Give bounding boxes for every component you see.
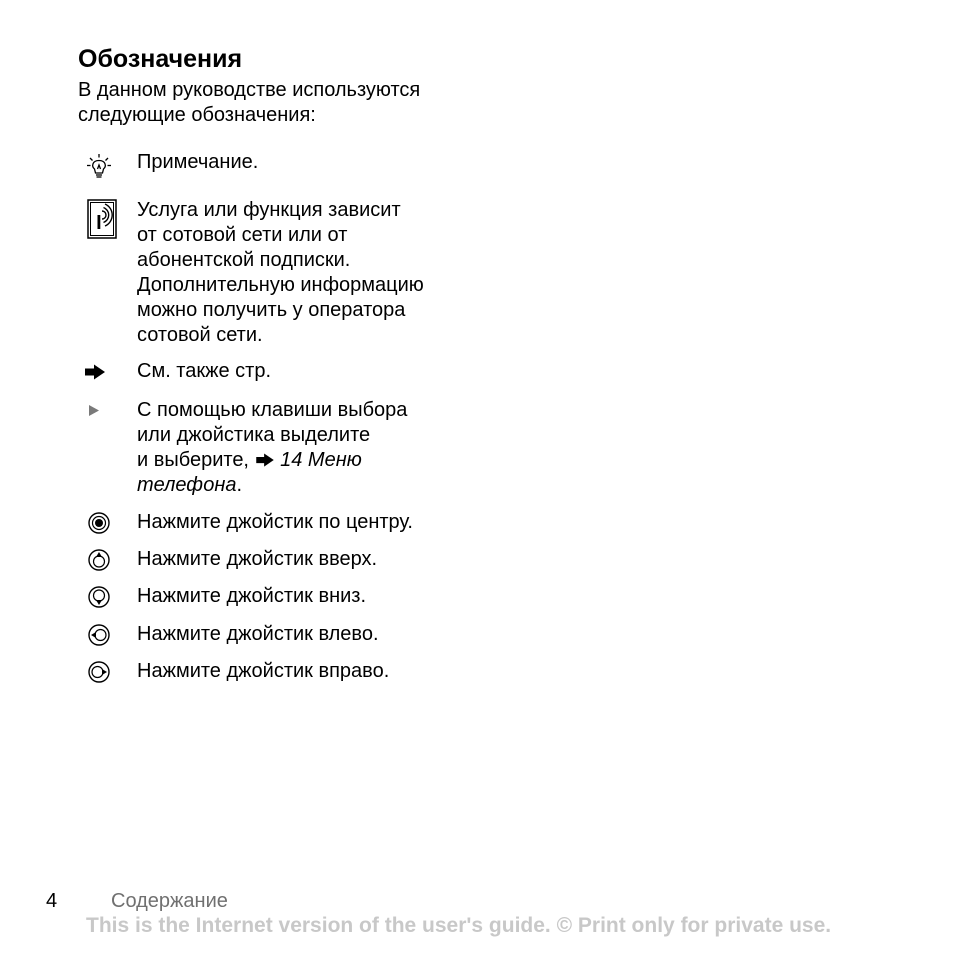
legend-line: Нажмите джойстик по центру. [137,511,413,533]
legend-text [137,359,467,384]
menu-reference: телефона [137,474,237,496]
intro-paragraph [78,78,478,128]
legend-line: Нажмите джойстик вверх. [137,548,378,570]
menu-reference: 14 Меню [280,449,362,471]
legend-line: См. также стр. [137,360,272,382]
lightbulb-icon [84,152,114,182]
joystick-right-icon [87,660,111,684]
intro-line: следующие обозначения: [78,104,316,126]
legend-line: абонентской подписки. [137,249,351,271]
legend-line: или джойстика выделите [137,424,371,446]
joystick-center-icon [87,511,111,535]
legend-text [137,150,467,175]
punctuation: . [236,474,243,496]
section-name: Содержание [111,890,228,912]
legend-text [137,198,467,348]
arrow-right-icon [84,364,106,380]
legend-line: Нажмите джойстик влево. [137,623,379,645]
legend-line: можно получить у оператора [137,299,406,321]
legend-text [137,584,467,609]
legend-line: Дополнительную информацию [137,274,424,296]
legend-line: и выберите, [137,449,249,471]
legend-line: сотовой сети. [137,324,263,346]
watermark: This is the Internet version of the user's guide. © Print only for private use. [86,914,832,937]
legend-text [137,547,467,572]
legend-line: С помощью клавиши выбора [137,399,408,421]
joystick-down-icon [87,585,111,609]
network-service-icon [86,198,118,240]
legend-text [137,622,467,647]
intro-line: В данном руководстве используются [78,79,421,101]
legend-line: Услуга или функция зависит [137,199,401,221]
legend-line: от сотовой сети или от [137,224,348,246]
legend-text [137,510,467,535]
triangle-bullet-icon [88,404,100,417]
legend-text [137,659,467,684]
joystick-left-icon [87,623,111,647]
joystick-up-icon [87,548,111,572]
legend-line: Нажмите джойстик вправо. [137,660,390,682]
legend-line: Нажмите джойстик вниз. [137,585,367,607]
arrow-right-icon [255,453,275,467]
legend-text [137,398,467,498]
page-title: Обозначения [78,45,243,73]
page-number: 4 [46,890,58,912]
legend-line: Примечание. [137,151,259,173]
